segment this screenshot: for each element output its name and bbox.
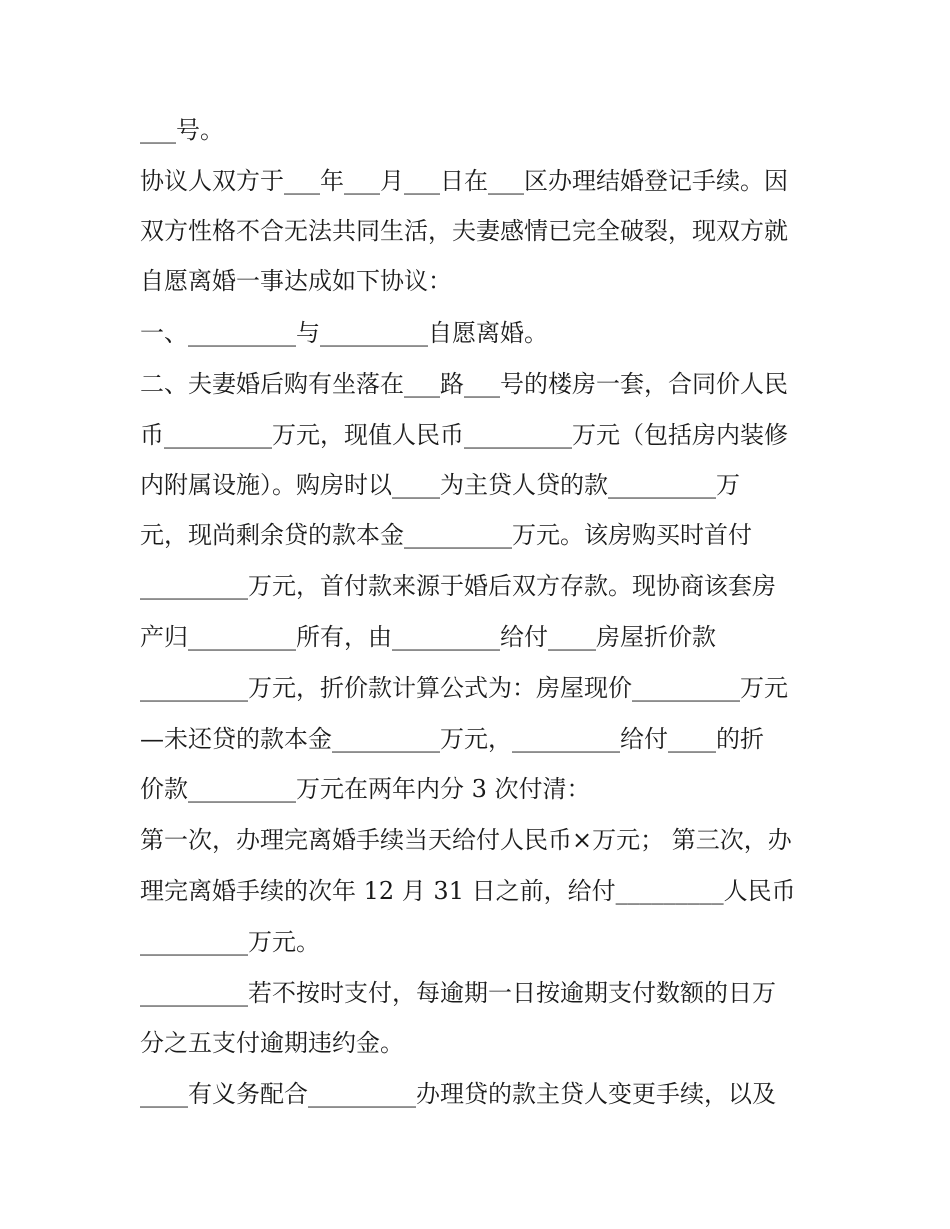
text-line: _________万元，折价款计算公式为：房屋现价_________万元 (140, 674, 788, 702)
text-line: ___号。 (140, 116, 224, 144)
text-line: 价款_________万元在两年内分 3 次付清： (140, 775, 591, 803)
text-line: 双方性格不合无法共同生活，夫妻感情已完全破裂，现双方就 (140, 217, 788, 245)
text-line: 二、夫妻婚后购有坐落在___路___号的楼房一套，合同价人民 (140, 370, 788, 398)
text-line: 分之五支付逾期违约金。 (140, 1029, 404, 1057)
text-line: 内附属设施）。购房时以____为主贷人贷的款_________万 (140, 471, 740, 499)
text-line: —未还贷的款本金_________万元，_________给付____的折 (140, 725, 764, 753)
text-line: 自愿离婚一事达成如下协议： (140, 267, 452, 295)
text-line: ____有义务配合_________办理贷的款主贷人变更手续，以及 (140, 1080, 776, 1108)
text-line: _________万元，首付款来源于婚后双方存款。现协商该套房 (140, 572, 776, 600)
text-line: 理完离婚手续的次年 12 月 31 日之前，给付_________人民币 (140, 877, 796, 905)
text-line: _________若不按时支付，每逾期一日按逾期支付数额的日万 (140, 979, 776, 1007)
text-line: 协议人双方于___年___月___日在___区办理结婚登记手续。因 (140, 167, 788, 195)
text-line: 一、_________与_________自愿离婚。 (140, 319, 548, 347)
text-line: _________万元。 (140, 928, 320, 956)
text-line: 币_________万元，现值人民币_________万元（包括房内装修 (140, 421, 788, 449)
text-line: 产归_________所有，由_________给付____房屋折价款 (140, 623, 716, 651)
text-line: 元，现尚剩余贷的款本金_________万元。该房购买时首付 (140, 521, 752, 549)
text-line: 第一次，办理完离婚手续当天给付人民币×万元； 第三次，办 (140, 826, 792, 854)
